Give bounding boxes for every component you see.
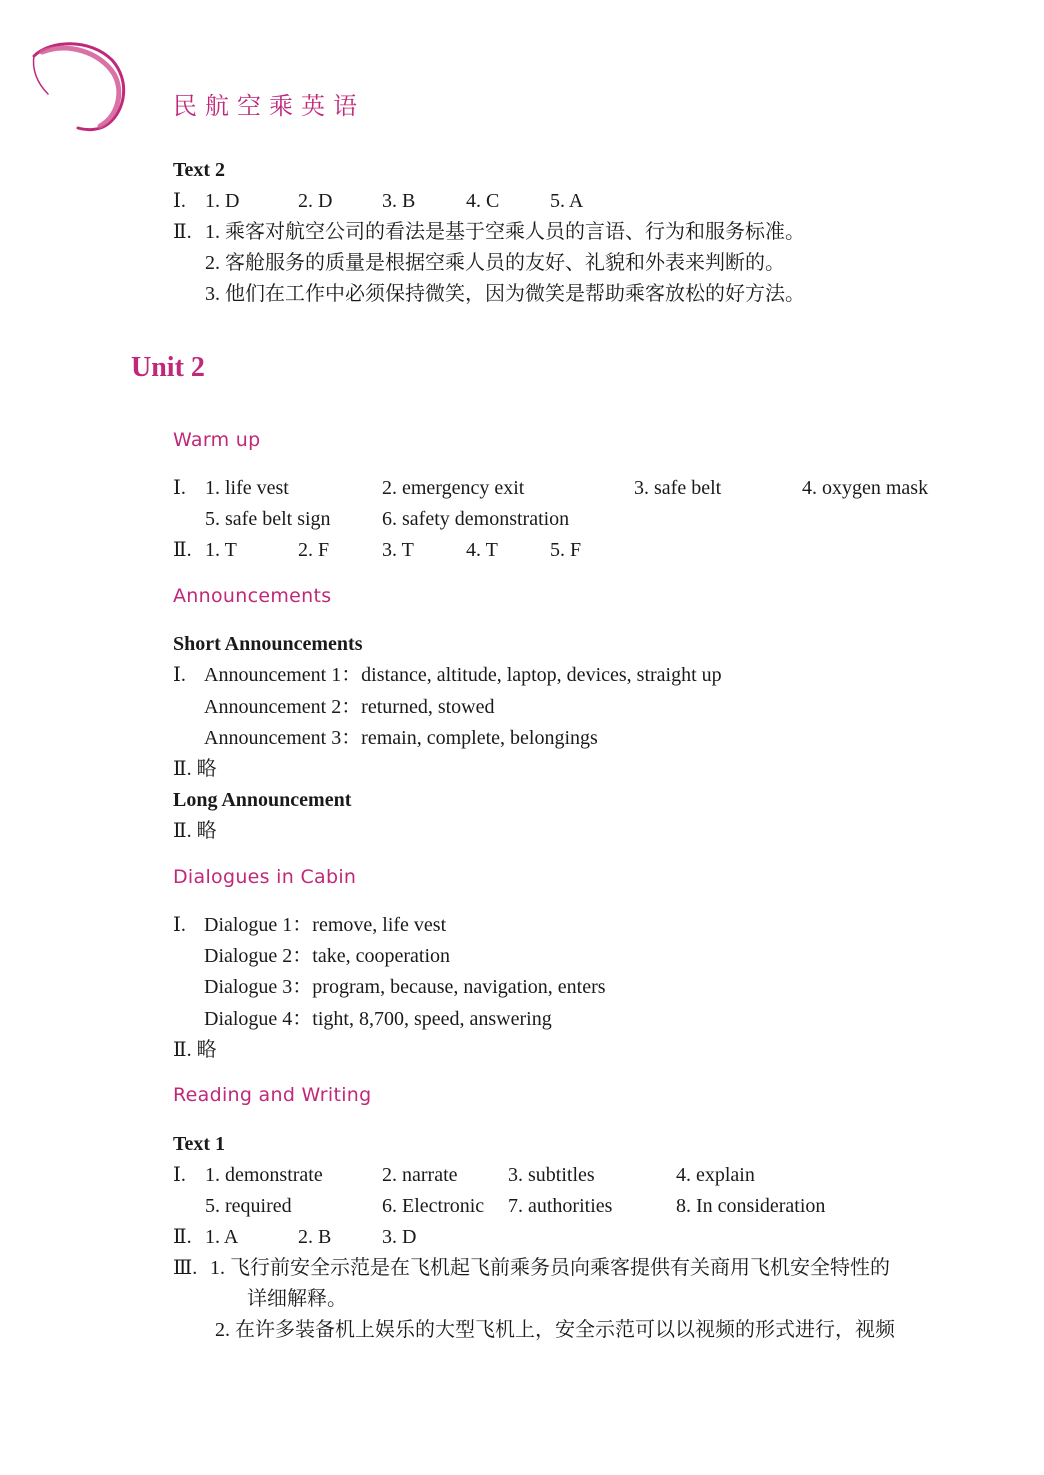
answer: 6. safety demonstration xyxy=(382,508,570,530)
answer: 1. A xyxy=(205,1226,239,1248)
announcement-item: Announcement 1：distance, altitude, laptop, devices, straight up xyxy=(204,664,722,686)
text2-heading: Text 2 xyxy=(173,159,226,181)
short-announcements-heading: Short Announcements xyxy=(173,633,363,655)
q1-prefix: Ⅰ. xyxy=(173,477,186,499)
dialogue-item: Dialogue 3：program, because, navigation, enters xyxy=(204,976,606,998)
translation-item: 2. 在许多装备机上娱乐的大型飞机上，安全示范可以以视频的形式进行，视频 xyxy=(215,1319,895,1341)
unit-title: Unit 2 xyxy=(131,352,205,383)
answer: 5. A xyxy=(550,190,584,212)
section-heading-warm-up: Warm up xyxy=(173,429,261,451)
announcement-item: Announcement 2：returned, stowed xyxy=(204,696,495,718)
translation-item: 3. 他们在工作中必须保持微笑，因为微笑是帮助乘客放松的好方法。 xyxy=(205,283,805,305)
long-announcement-heading: Long Announcement xyxy=(173,789,352,811)
section-heading-announcements: Announcements xyxy=(173,585,332,607)
section-heading-reading-writing: Reading and Writing xyxy=(173,1084,372,1106)
q1-prefix: Ⅰ. xyxy=(173,664,186,686)
q2-line: Ⅱ. 略 xyxy=(173,758,217,780)
answer: 4. C xyxy=(466,190,500,212)
section-heading-dialogues: Dialogues in Cabin xyxy=(173,866,357,888)
answer: 6. Electronic xyxy=(382,1195,485,1217)
answer: 4. T xyxy=(466,539,498,561)
answer: 8. In consideration xyxy=(676,1195,826,1217)
answer: 7. authorities xyxy=(508,1195,613,1217)
answer: 3. D xyxy=(382,1226,417,1248)
swoosh-logo-icon xyxy=(30,38,130,133)
answer: 3. T xyxy=(382,539,414,561)
q2-line: Ⅱ. 略 xyxy=(173,820,217,842)
translation-item: 1. 飞行前安全示范是在飞机起飞前乘务员向乘客提供有关商用飞机安全特性的 xyxy=(210,1257,890,1279)
answer: 1. life vest xyxy=(205,477,289,499)
translation-item: 1. 乘客对航空公司的看法是基于空乘人员的言语、行为和服务标准。 xyxy=(205,221,805,243)
q1-prefix: Ⅰ. xyxy=(173,190,186,212)
answer: 2. D xyxy=(298,190,333,212)
answer: 4. oxygen mask xyxy=(802,477,929,499)
q2-prefix: Ⅱ. xyxy=(173,221,192,243)
answer: 1. D xyxy=(205,190,240,212)
q2-prefix: Ⅱ. xyxy=(173,539,192,561)
answer: 3. subtitles xyxy=(508,1164,595,1186)
answer: 1. T xyxy=(205,539,237,561)
answer: 2. B xyxy=(298,1226,332,1248)
answer: 5. safe belt sign xyxy=(205,508,331,530)
q1-prefix: Ⅰ. xyxy=(173,1164,186,1186)
q2-line: Ⅱ. 略 xyxy=(173,1039,217,1061)
dialogue-item: Dialogue 2：take, cooperation xyxy=(204,945,451,967)
answer: 5. required xyxy=(205,1195,292,1217)
answer: 5. F xyxy=(550,539,582,561)
dialogue-item: Dialogue 4：tight, 8,700, speed, answering xyxy=(204,1008,552,1030)
answer: 1. demonstrate xyxy=(205,1164,323,1186)
q2-prefix: Ⅱ. xyxy=(173,1226,192,1248)
q1-prefix: Ⅰ. xyxy=(173,914,186,936)
translation-item: 2. 客舱服务的质量是根据空乘人员的友好、礼貌和外表来判断的。 xyxy=(205,252,785,274)
dialogue-item: Dialogue 1：remove, life vest xyxy=(204,914,447,936)
answer: 2. F xyxy=(298,539,330,561)
answer: 4. explain xyxy=(676,1164,755,1186)
announcement-item: Announcement 3：remain, complete, belongings xyxy=(204,727,598,749)
book-title: 民航空乘英语 xyxy=(173,92,365,120)
translation-item-continued: 详细解释。 xyxy=(247,1288,347,1310)
text1-heading: Text 1 xyxy=(173,1133,226,1155)
answer: 2. emergency exit xyxy=(382,477,525,499)
answer: 3. safe belt xyxy=(634,477,722,499)
answer: 2. narrate xyxy=(382,1164,458,1186)
q3-prefix: Ⅲ. xyxy=(173,1257,198,1279)
answer: 3. B xyxy=(382,190,416,212)
